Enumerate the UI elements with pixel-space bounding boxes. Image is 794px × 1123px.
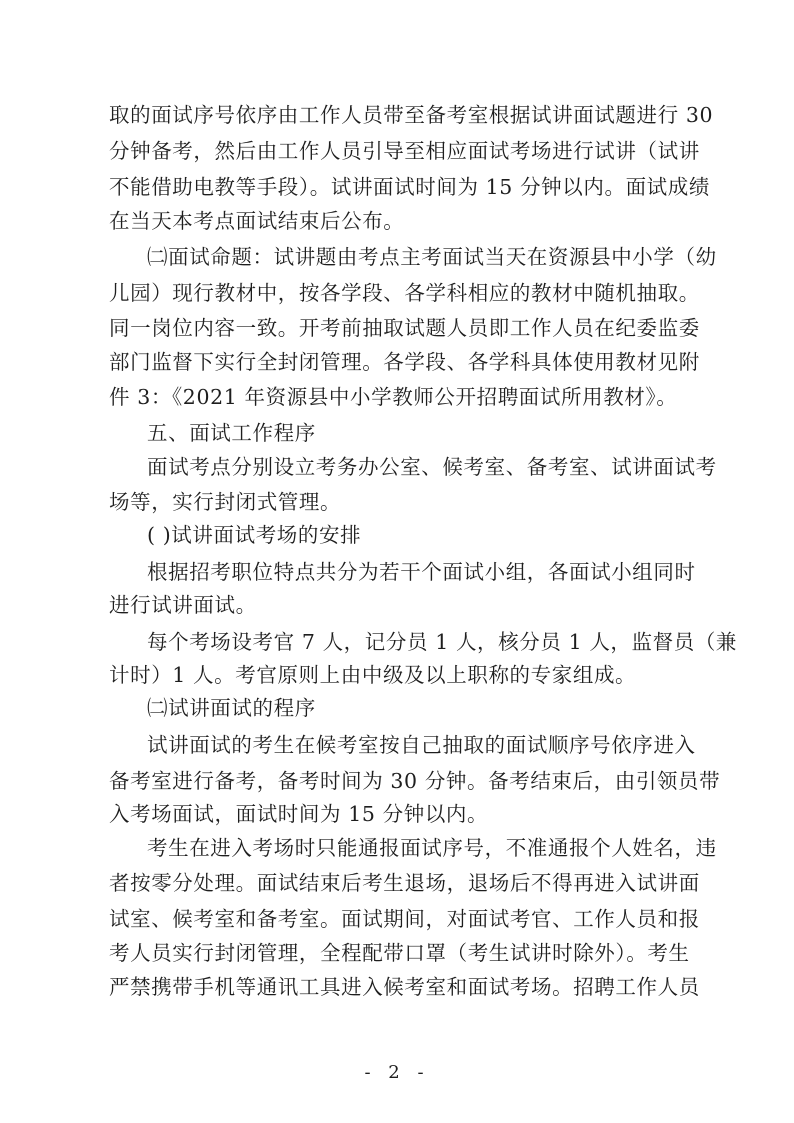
paragraph-2-line-1: ㈡面试命题：试讲题由考点主考面试当天在资源县中小学（幼 xyxy=(147,245,717,269)
paragraph-6-line-2: 备考室进行备考，备考时间为 30 分钟。备考结束后，由引领员带 xyxy=(109,769,721,793)
paragraph-2-line-5: 件 3：《2021 年资源县中小学教师公开招聘面试所用教材》。 xyxy=(109,385,678,409)
paragraph-5-line-2: 计时）1 人。考官原则上由中级及以上职称的专家组成。 xyxy=(109,663,637,687)
section-heading: 五、面试工作程序 xyxy=(147,421,316,445)
paragraph-6-line-1: 试讲面试的考生在候考室按自己抽取的面试顺序号依序进入 xyxy=(147,733,696,757)
sub-heading-2: ㈡试讲面试的程序 xyxy=(147,696,316,720)
paragraph-1-line-1: 取的面试序号依序由工作人员带至备考室根据试讲面试题进行 30 xyxy=(109,103,714,127)
paragraph-3-line-2: 场等，实行封闭式管理。 xyxy=(109,490,342,514)
paragraph-3-line-1: 面试考点分别设立考务办公室、候考室、备考室、试讲面试考 xyxy=(147,455,717,479)
page-number: - 2 - xyxy=(364,1062,430,1083)
sub-heading-1: ( )试讲面试考场的安排 xyxy=(147,523,362,547)
paragraph-1-line-2: 分钟备考，然后由工作人员引导至相应面试考场进行试讲（试讲 xyxy=(109,139,700,163)
paragraph-7-line-1: 考生在进入考场时只能通报面试序号，不准通报个人姓名，违 xyxy=(147,836,717,860)
paragraph-7-line-3: 试室、候考室和备考室。面试期间，对面试考官、工作人员和报 xyxy=(109,907,700,931)
paragraph-5-line-1: 每个考场设考官 7 人，记分员 1 人，核分员 1 人，监督员（兼 xyxy=(147,630,738,654)
paragraph-6-line-3: 入考场面试，面试时间为 15 分钟以内。 xyxy=(109,802,489,826)
paragraph-4-line-2: 进行试讲面试。 xyxy=(109,593,257,617)
paragraph-2-line-3: 同一岗位内容一致。开考前抽取试题人员即工作人员在纪委监委 xyxy=(109,316,700,340)
paragraph-7-line-5: 严禁携带手机等通讯工具进入候考室和面试考场。招聘工作人员 xyxy=(109,975,700,999)
paragraph-1-line-4: 在当天本考点面试结束后公布。 xyxy=(109,209,405,233)
paragraph-2-line-2: 儿园）现行教材中，按各学段、各学科相应的教材中随机抽取。 xyxy=(109,281,700,305)
paragraph-7-line-2: 者按零分处理。面试结束后考生退场，退场后不得再进入试讲面 xyxy=(109,871,700,895)
paragraph-2-line-4: 部门监督下实行全封闭管理。各学段、各学科具体使用教材见附 xyxy=(109,350,700,374)
paragraph-4-line-1: 根据招考职位特点共分为若干个面试小组，各面试小组同时 xyxy=(147,560,696,584)
paragraph-7-line-4: 考人员实行封闭管理，全程配带口罩（考生试讲时除外）。考生 xyxy=(109,941,690,965)
paragraph-1-line-3: 不能借助电教等手段）。试讲面试时间为 15 分钟以内。面试成绩 xyxy=(109,175,710,199)
